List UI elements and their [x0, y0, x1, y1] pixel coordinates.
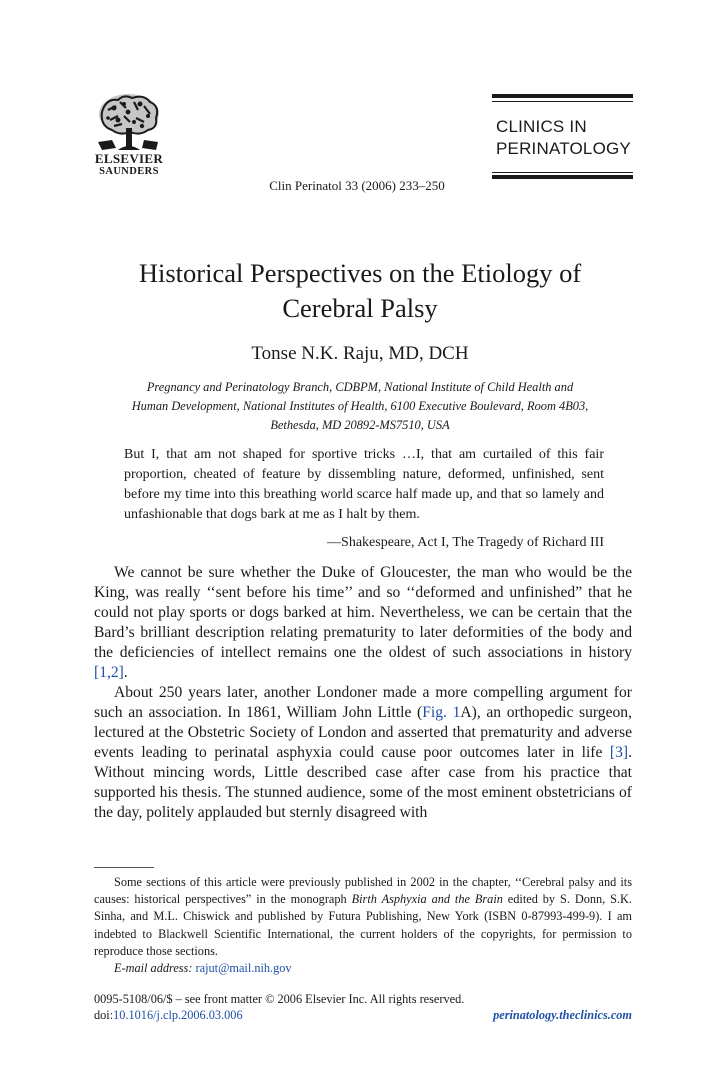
journal-name-line1: CLINICS IN: [496, 117, 587, 136]
journal-name: [496, 116, 633, 160]
footnote-text-b: edited by S. Donn, S.K. Sinha, and M.L. Chiswick and published by Futura Publishing, New York (ISBN 0-87993-499-9). I am indebted to Blackwell Scientific International, the current holders of the copyrights, for permission to reproduce those sections.: [94, 892, 632, 958]
title-line1: Historical Perspectives on the Etiology of: [138, 258, 582, 288]
article-title: [60, 256, 660, 326]
author-name: Tonse N.K. Raju, MD, DCH: [251, 343, 469, 364]
issn-copyright: 0095-5108/06/$ – see front matter © 2006 Elsevier Inc. All rights reserved.: [94, 992, 465, 1006]
affiliation-line3: Bethesda, MD 20892-MS7510, USA: [270, 418, 450, 432]
citation-text: Clin Perinatol 33 (2006) 233–250: [269, 178, 445, 193]
body-paragraph-1: [94, 563, 632, 683]
author-affiliation: [100, 378, 620, 435]
epigraph-quote: But I, that am not shaped for sportive tricks …I, that am curtailed of this fair proportion, cheated of feature by dissembling nature, deformed, unfinished, sent before my time into this breathing world scarce half made up, and that so lamely and unfashionable that dogs bark at me as I halt by them.: [124, 447, 604, 522]
doi-line: [94, 1008, 243, 1023]
journal-citation: [0, 178, 720, 194]
publisher-imprint: SAUNDERS: [99, 166, 159, 177]
footnote-text: [94, 874, 632, 960]
title-line2: Cerebral Palsy: [282, 293, 438, 323]
p1-end: .: [123, 664, 128, 681]
footnote-email: [94, 960, 632, 977]
journal-website-link[interactable]: perinatology.theclinics.com: [493, 1008, 632, 1022]
footnote-text-a: Some sections of this article were previously published in 2002 in the chapter, ‘‘Cerebral palsy and its causes: historical perspectives” in the monograph: [94, 875, 632, 907]
p2-text-a: About 250 years later, another Londoner made a more compelling argument for such an association. In 1861, William John Little (: [94, 684, 632, 721]
doi-label: doi:: [94, 1008, 114, 1022]
figure-link-1[interactable]: Fig. 1: [422, 704, 461, 721]
journal-masthead: [492, 94, 633, 179]
reference-link-3[interactable]: [3]: [609, 744, 629, 761]
doi-link[interactable]: 10.1016/j.clp.2006.03.006: [113, 1008, 243, 1022]
email-link[interactable]: rajut@mail.nih.gov: [195, 961, 292, 976]
p2-text-b: A), an orthopedic surgeon, lectured at the Obstetric Society of London and asserted that prematurity and adverse events leading to perinatal asphyxia could cause poor outcomes later in life: [94, 704, 633, 761]
body-paragraph-2: [94, 683, 632, 823]
footnote-book-title: Birth Asphyxia and the Brain: [351, 892, 503, 907]
footnote-rule: [94, 867, 154, 868]
affiliation-line1: Pregnancy and Perinatology Branch, CDBPM, National Institute of Child Health and: [146, 380, 574, 394]
email-label: E-mail address:: [114, 961, 193, 976]
p1-text: We cannot be sure whether the Duke of Gloucester, the man who would be the King, was really ‘‘sent before his time’’ and so ‘‘deformed and unfinished” that he could not play sports or dogs barked at him. Nevertheless, we can be certain that the Bard’s brilliant description relating prematurity to later deformities of the body and the deficiencies of intellect remains one the oldest of such associations in history: [94, 564, 632, 661]
masthead-rule-top-thin: [492, 101, 633, 102]
publisher-name: ELSEVIER: [94, 151, 164, 166]
masthead-rule-bottom-thin: [492, 172, 633, 173]
reference-link-1-2[interactable]: [1,2]: [94, 664, 124, 681]
masthead-rule-top: [492, 94, 633, 98]
article-body: [94, 563, 632, 823]
affiliation-line2: Human Development, National Institutes of Health, 6100 Executive Boulevard, Room 4B03,: [131, 399, 589, 413]
epigraph-source: —Shakespeare, Act I, The Tragedy of Richard III: [327, 535, 604, 550]
p2-text-c: . Without mincing words, Little described case after case from his practice that supported his thesis. The stunned audience, some of the most eminent obstetricians of the day, politely applauded but sternly disagreed with: [94, 744, 632, 821]
footnote: [94, 874, 632, 977]
journal-name-line2: PERINATOLOGY: [496, 139, 631, 158]
